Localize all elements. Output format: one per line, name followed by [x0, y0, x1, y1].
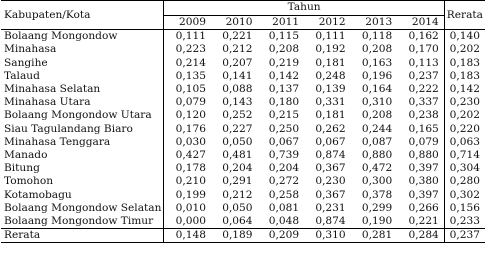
- cell-value: 0,208: [361, 43, 393, 56]
- table-row: [1, 109, 485, 122]
- footer-value: 0,209: [268, 229, 300, 242]
- cell-value: 0,142: [268, 69, 300, 82]
- row-rerata: 0,142: [444, 83, 485, 96]
- cell-value: 0,176: [175, 122, 206, 135]
- cell-value: 0,135: [175, 69, 206, 82]
- cell-value: 0,221: [222, 30, 253, 43]
- cell-value: 0,162: [408, 30, 439, 43]
- cell-value: 0,227: [222, 122, 253, 135]
- cell-value: 0,163: [361, 56, 393, 69]
- cell-value: 0,237: [408, 69, 439, 82]
- cell-value: 0,214: [175, 56, 206, 69]
- cell-value: 0,111: [315, 30, 346, 43]
- footer-row: [1, 229, 485, 243]
- cell-value: 0,244: [361, 122, 393, 135]
- row-label: Bolaang Mongondow Utara: [1, 109, 164, 122]
- cell-value: 0,266: [408, 201, 439, 214]
- row-rerata: 0,220: [444, 123, 485, 136]
- cell-value: 0,118: [361, 30, 393, 43]
- cell-value: 0,874: [315, 149, 346, 162]
- row-label: Kotamobagu: [1, 189, 164, 202]
- cell-value: 0,137: [268, 83, 300, 96]
- cell-value: 0,739: [268, 149, 300, 162]
- cell-value: 0,299: [361, 201, 393, 214]
- cell-value: 0,088: [222, 83, 253, 96]
- row-rerata: 0,156: [444, 202, 485, 215]
- cell-value: 0,079: [408, 135, 439, 148]
- cell-value: 0,190: [361, 215, 393, 228]
- row-label: Talaud: [1, 70, 164, 83]
- cell-value: 0,397: [408, 162, 439, 175]
- header-year: 2009: [179, 16, 206, 28]
- cell-value: 0,258: [268, 188, 300, 201]
- cell-value: 0,238: [408, 109, 439, 122]
- table-footer: [1, 229, 485, 243]
- cell-value: 0,170: [408, 43, 439, 56]
- row-label: Bolaang Mongondow: [1, 30, 164, 44]
- row-rerata: 0,202: [444, 109, 485, 122]
- table-row: [1, 96, 485, 109]
- table-row: [1, 215, 485, 229]
- table-row: [1, 83, 485, 96]
- table-row: [1, 202, 485, 215]
- cell-value: 0,067: [315, 135, 346, 148]
- cell-value: 0,064: [222, 215, 253, 228]
- cell-value: 0,115: [268, 30, 300, 43]
- cell-value: 0,367: [315, 162, 346, 175]
- row-label: Tomohon: [1, 175, 164, 188]
- table-row: [1, 136, 485, 149]
- cell-value: 0,248: [315, 69, 346, 82]
- cell-value: 0,310: [361, 96, 393, 109]
- cell-value: 0,210: [175, 175, 206, 188]
- cell-value: 0,291: [222, 175, 253, 188]
- cell-value: 0,000: [175, 215, 206, 228]
- cell-value: 0,030: [175, 135, 206, 148]
- table-header: [1, 1, 485, 30]
- cell-value: 0,048: [268, 215, 300, 228]
- cell-value: 0,208: [268, 43, 300, 56]
- table-row: [1, 43, 485, 56]
- cell-value: 0,230: [315, 175, 346, 188]
- table-row: [1, 149, 485, 162]
- table-row: [1, 162, 485, 175]
- table-row: [1, 189, 485, 202]
- cell-value: 0,472: [361, 162, 393, 175]
- cell-value: 0,139: [315, 83, 346, 96]
- cell-value: 0,141: [222, 69, 253, 82]
- row-label: Minahasa Utara: [1, 96, 164, 109]
- cell-value: 0,300: [361, 175, 393, 188]
- row-rerata: 0,183: [444, 70, 485, 83]
- header-year: 2011: [272, 16, 300, 28]
- cell-value: 0,050: [222, 135, 253, 148]
- header-year: 2013: [365, 16, 393, 28]
- cell-value: 0,427: [175, 149, 206, 162]
- cell-value: 0,222: [408, 83, 439, 96]
- footer-value: 0,189: [222, 229, 253, 242]
- cell-value: 0,231: [315, 201, 346, 214]
- table-row: [1, 57, 485, 70]
- cell-value: 0,262: [315, 122, 346, 135]
- table-row: [1, 70, 485, 83]
- cell-value: 0,143: [222, 96, 253, 109]
- header-kabupaten: Kabupaten/Kota: [1, 1, 164, 30]
- cell-value: 0,199: [175, 188, 206, 201]
- row-label: Siau Tagulandang Biaro: [1, 123, 164, 136]
- footer-value: 0,310: [315, 229, 346, 242]
- header-tahun: Tahun: [164, 1, 444, 16]
- cell-value: 0,081: [268, 201, 300, 214]
- row-rerata: 0,302: [444, 189, 485, 202]
- table-row: [1, 175, 485, 188]
- row-rerata: 0,183: [444, 57, 485, 70]
- row-label: Bolaang Mongondow Selatan: [1, 202, 164, 215]
- cell-value: 0,215: [268, 109, 300, 122]
- row-rerata: 0,063: [444, 136, 485, 149]
- cell-value: 0,120: [175, 109, 206, 122]
- table-row: [1, 30, 485, 44]
- cell-value: 0,105: [175, 83, 206, 96]
- cell-value: 0,252: [222, 109, 253, 122]
- cell-value: 0,192: [315, 43, 346, 56]
- footer-value: 0,148: [175, 229, 206, 242]
- table-row: [1, 123, 485, 136]
- table-body: [1, 30, 485, 229]
- cell-value: 0,204: [268, 162, 300, 175]
- row-label: Bitung: [1, 162, 164, 175]
- row-label: Minahasa Tenggara: [1, 136, 164, 149]
- row-rerata: 0,280: [444, 175, 485, 188]
- cell-value: 0,050: [222, 201, 253, 214]
- cell-value: 0,181: [315, 56, 346, 69]
- cell-value: 0,212: [222, 43, 253, 56]
- cell-value: 0,250: [268, 122, 300, 135]
- row-rerata: 0,233: [444, 215, 485, 229]
- cell-value: 0,067: [268, 135, 300, 148]
- cell-value: 0,378: [361, 188, 393, 201]
- row-label: Minahasa Selatan: [1, 83, 164, 96]
- cell-value: 0,223: [175, 43, 206, 56]
- row-label: Sangihe: [1, 57, 164, 70]
- header-year: 2014: [411, 16, 439, 28]
- cell-value: 0,165: [408, 122, 439, 135]
- cell-value: 0,113: [408, 56, 439, 69]
- header-year: 2010: [225, 16, 253, 28]
- header-row-1: [1, 1, 485, 16]
- row-rerata: 0,230: [444, 96, 485, 109]
- cell-value: 0,178: [175, 162, 206, 175]
- header-year: 2012: [318, 16, 346, 28]
- cell-value: 0,367: [315, 188, 346, 201]
- cell-value: 0,272: [268, 175, 300, 188]
- cell-value: 0,880: [361, 149, 393, 162]
- cell-value: 0,204: [222, 162, 253, 175]
- row-rerata: 0,714: [444, 149, 485, 162]
- cell-value: 0,397: [408, 188, 439, 201]
- cell-value: 0,010: [175, 201, 206, 214]
- row-rerata: 0,140: [444, 30, 485, 44]
- row-rerata: 0,304: [444, 162, 485, 175]
- cell-value: 0,208: [361, 109, 393, 122]
- cell-value: 0,337: [408, 96, 439, 109]
- row-label: Bolaang Mongondow Timur: [1, 215, 164, 229]
- data-table: [1, 0, 485, 243]
- cell-value: 0,079: [175, 96, 206, 109]
- cell-value: 0,207: [222, 56, 253, 69]
- cell-value: 0,219: [268, 56, 300, 69]
- footer-value: 0,284: [408, 229, 439, 242]
- cell-value: 0,221: [408, 215, 439, 228]
- cell-value: 0,181: [315, 109, 346, 122]
- footer-value: 0,281: [361, 229, 393, 242]
- cell-value: 0,380: [408, 175, 439, 188]
- cell-value: 0,880: [408, 149, 439, 162]
- cell-value: 0,111: [175, 30, 206, 43]
- cell-value: 0,087: [361, 135, 393, 148]
- footer-label: Rerata: [1, 229, 164, 243]
- footer-rerata: 0,237: [444, 229, 485, 243]
- row-label: Minahasa: [1, 43, 164, 56]
- cell-value: 0,874: [315, 215, 346, 228]
- cell-value: 0,164: [361, 83, 393, 96]
- header-rerata: Rerata: [444, 1, 485, 30]
- cell-value: 0,180: [268, 96, 300, 109]
- cell-value: 0,481: [222, 149, 253, 162]
- cell-value: 0,331: [315, 96, 346, 109]
- cell-value: 0,196: [361, 69, 393, 82]
- row-rerata: 0,202: [444, 43, 485, 56]
- cell-value: 0,212: [222, 188, 253, 201]
- row-label: Manado: [1, 149, 164, 162]
